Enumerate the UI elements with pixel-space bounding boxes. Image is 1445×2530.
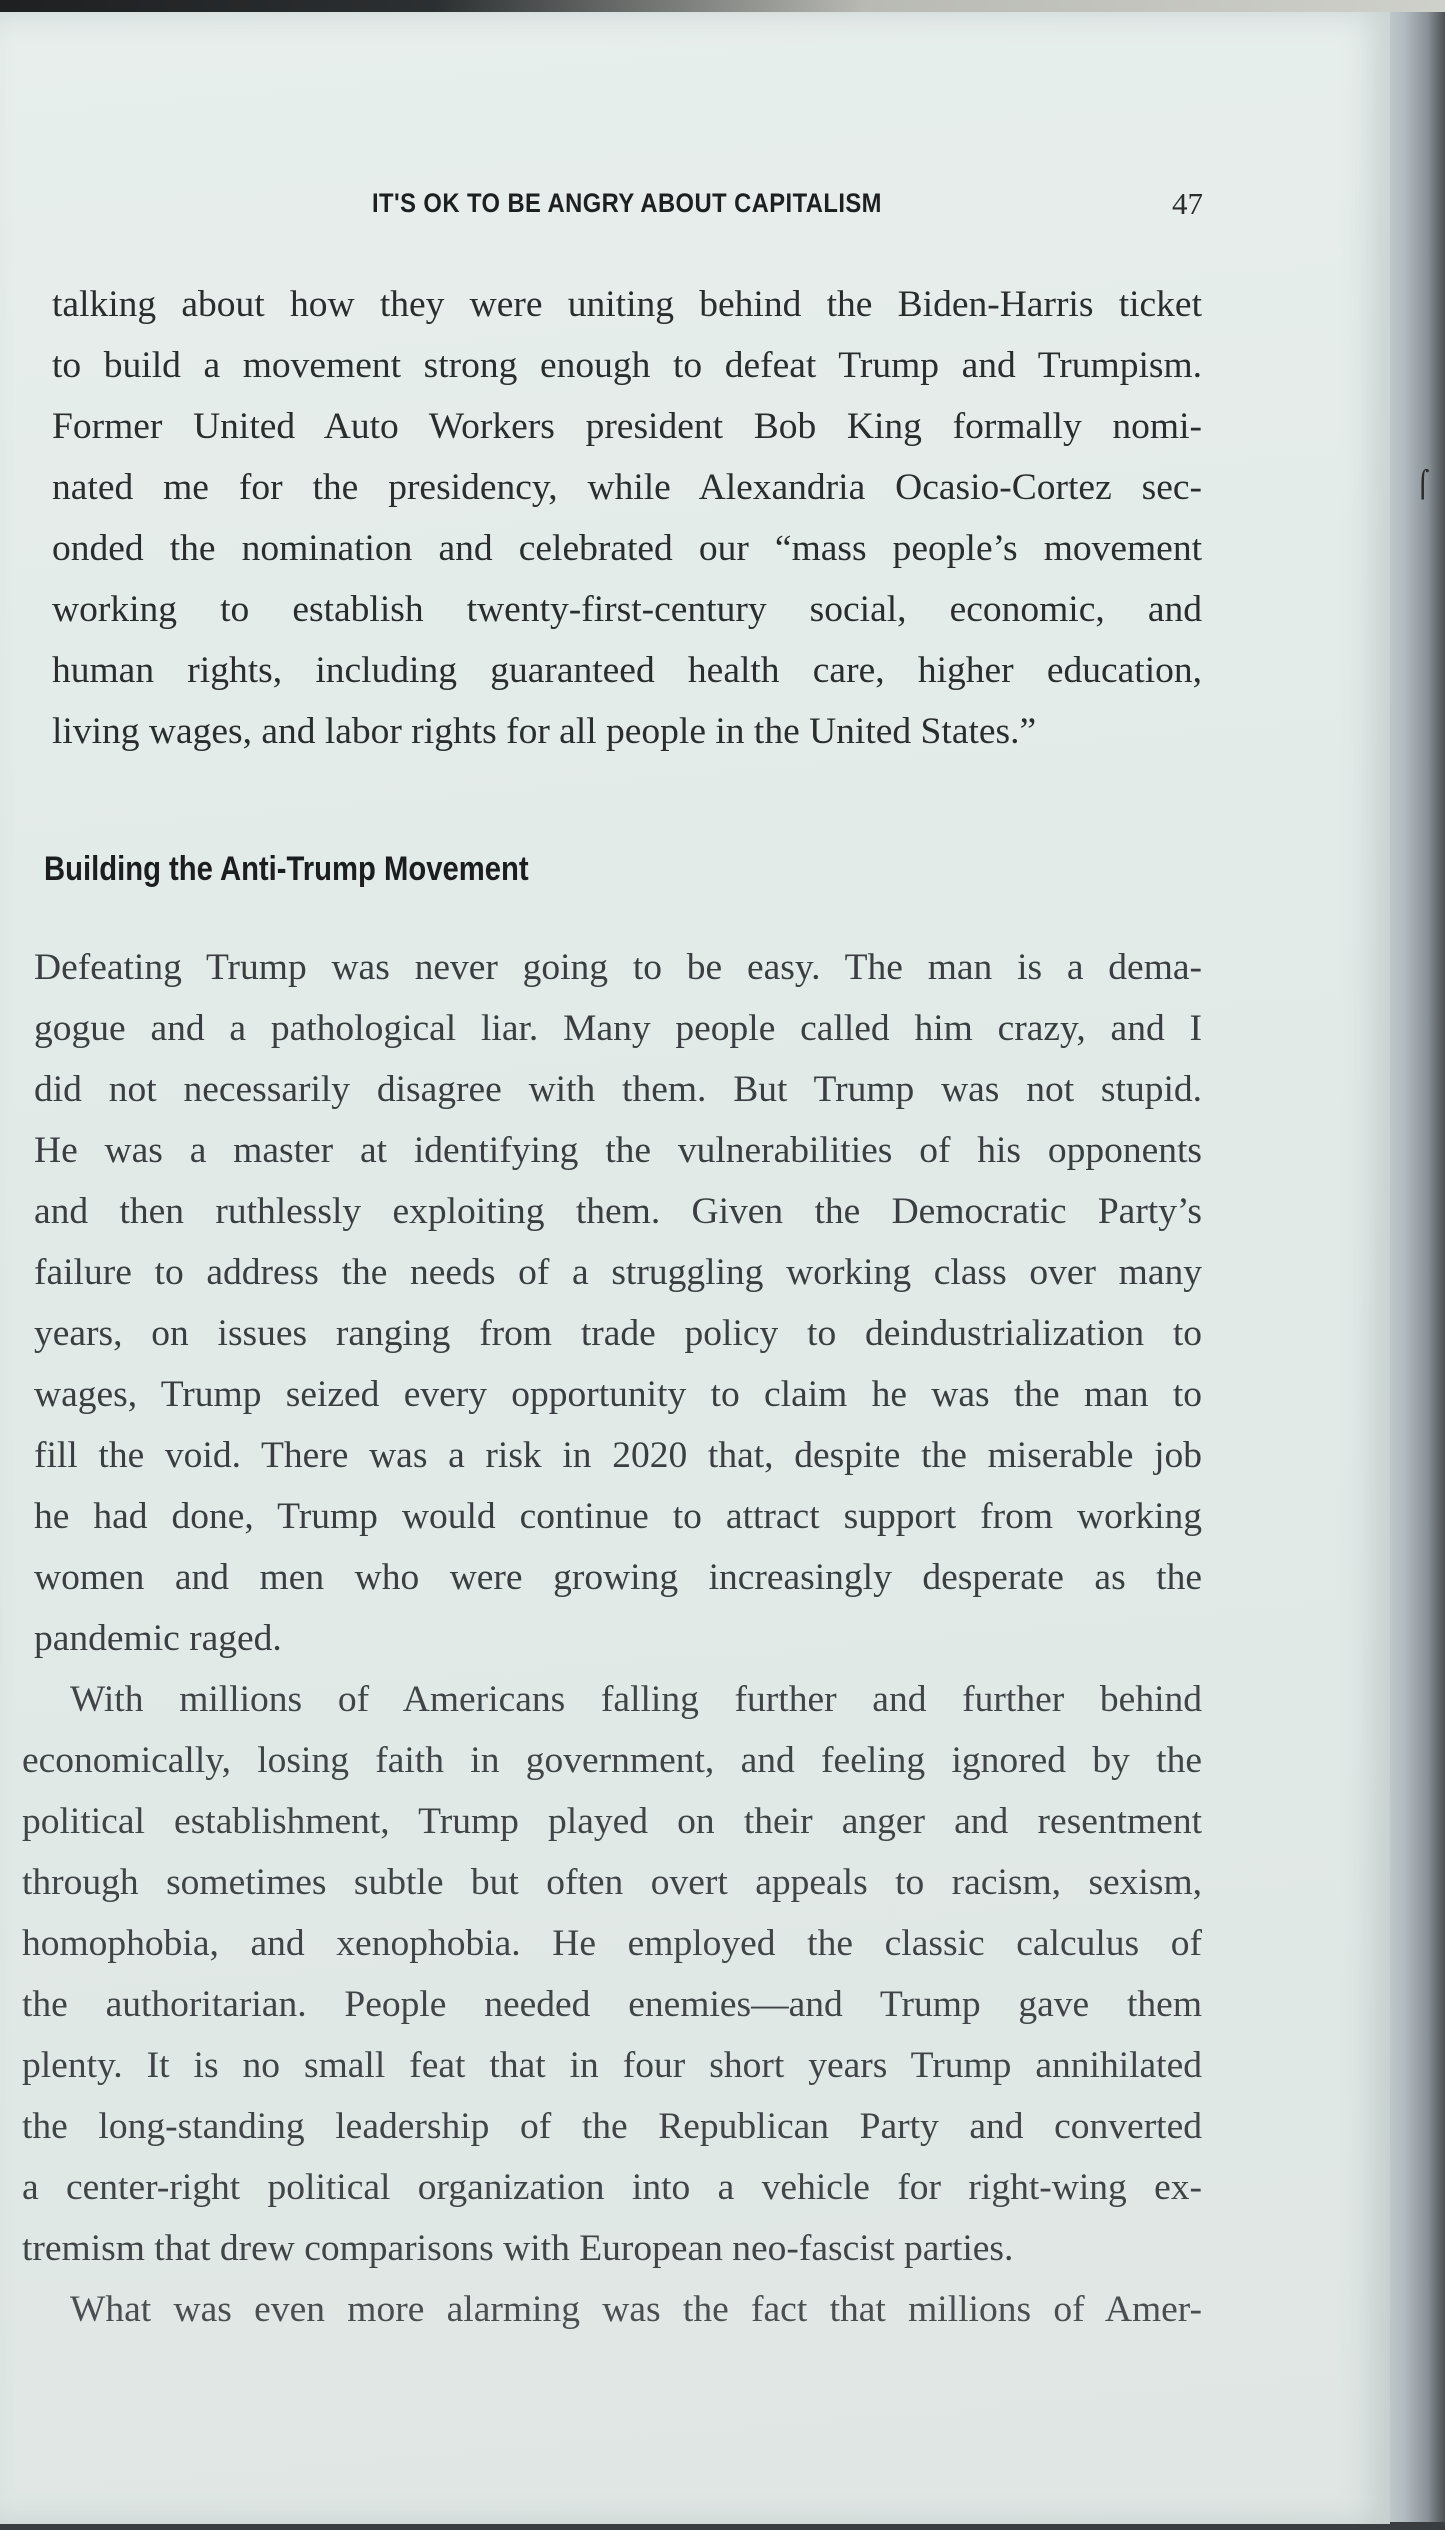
text-line: pandemic raged. <box>34 1618 282 1659</box>
text-line: What was even more alarming was the fact that millions of Amer- <box>70 2289 1202 2330</box>
text-line: homophobia, and xenophobia. He employed the classic calculus of <box>22 1923 1202 1964</box>
text-line: living wages, and labor rights for all people in the United States.” <box>52 711 1037 752</box>
text-line: a center-right political organization into a vehicle for right-wing ex- <box>22 2167 1202 2208</box>
text-line: economically, losing faith in government, and feeling ignored by the <box>22 1740 1202 1781</box>
text-line: fill the void. There was a risk in 2020 that, despite the miserable job <box>34 1435 1202 1476</box>
paragraph <box>22 1669 1202 2279</box>
book-page <box>0 12 1390 2524</box>
text-line: years, on issues ranging from trade policy to deindustrialization to <box>34 1313 1202 1354</box>
text-line: onded the nomination and celebrated our “mass people’s movement <box>52 528 1202 569</box>
text-line: gogue and a pathological liar. Many people called him crazy, and I <box>34 1008 1202 1049</box>
text-line: tremism that drew comparisons with European neo-fascist parties. <box>22 2228 1014 2269</box>
text-line: political establishment, Trump played on their anger and resentment <box>22 1801 1202 1842</box>
text-line: With millions of Americans falling further and further behind <box>70 1679 1202 1720</box>
text-line: the authoritarian. People needed enemies—and Trump gave them <box>22 1984 1202 2025</box>
section-heading: Building the Anti-Trump Movement <box>44 850 529 888</box>
paragraph <box>34 937 1202 1669</box>
text-line: human rights, including guaranteed health care, higher education, <box>52 650 1202 691</box>
text-line: Defeating Trump was never going to be easy. The man is a dema- <box>34 947 1202 988</box>
text-line: nated me for the presidency, while Alexandria Ocasio-Cortez sec- <box>52 467 1202 508</box>
paragraph-continuation <box>52 274 1202 762</box>
margin-mark-icon: ⌠ <box>1416 470 1430 500</box>
text-line: wages, Trump seized every opportunity to claim he was the man to <box>34 1374 1202 1415</box>
text-line: through sometimes subtle but often overt appeals to racism, sexism, <box>22 1862 1202 1903</box>
text-line: did not necessarily disagree with them. But Trump was not stupid. <box>34 1069 1202 1110</box>
text-line: to build a movement strong enough to defeat Trump and Trumpism. <box>52 345 1202 386</box>
text-line: failure to address the needs of a struggling working class over many <box>34 1252 1202 1293</box>
text-line: He was a master at identifying the vulnerabilities of his opponents <box>34 1130 1202 1171</box>
text-line: working to establish twenty-first-century social, economic, and <box>52 589 1202 630</box>
running-head: IT'S OK TO BE ANGRY ABOUT CAPITALISM <box>372 188 882 218</box>
text-line: and then ruthlessly exploiting them. Given the Democratic Party’s <box>34 1191 1202 1232</box>
text-line: he had done, Trump would continue to attract support from working <box>34 1496 1202 1537</box>
page-number: 47 <box>1172 186 1203 221</box>
text-line: talking about how they were uniting behind the Biden-Harris ticket <box>52 284 1202 325</box>
paragraph <box>22 2279 1202 2340</box>
text-line: women and men who were growing increasingly desperate as the <box>34 1557 1202 1598</box>
text-line: plenty. It is no small feat that in four short years Trump annihilated <box>22 2045 1202 2086</box>
text-line: Former United Auto Workers president Bob King formally nomi- <box>52 406 1202 447</box>
text-line: the long-standing leadership of the Republican Party and converted <box>22 2106 1202 2147</box>
